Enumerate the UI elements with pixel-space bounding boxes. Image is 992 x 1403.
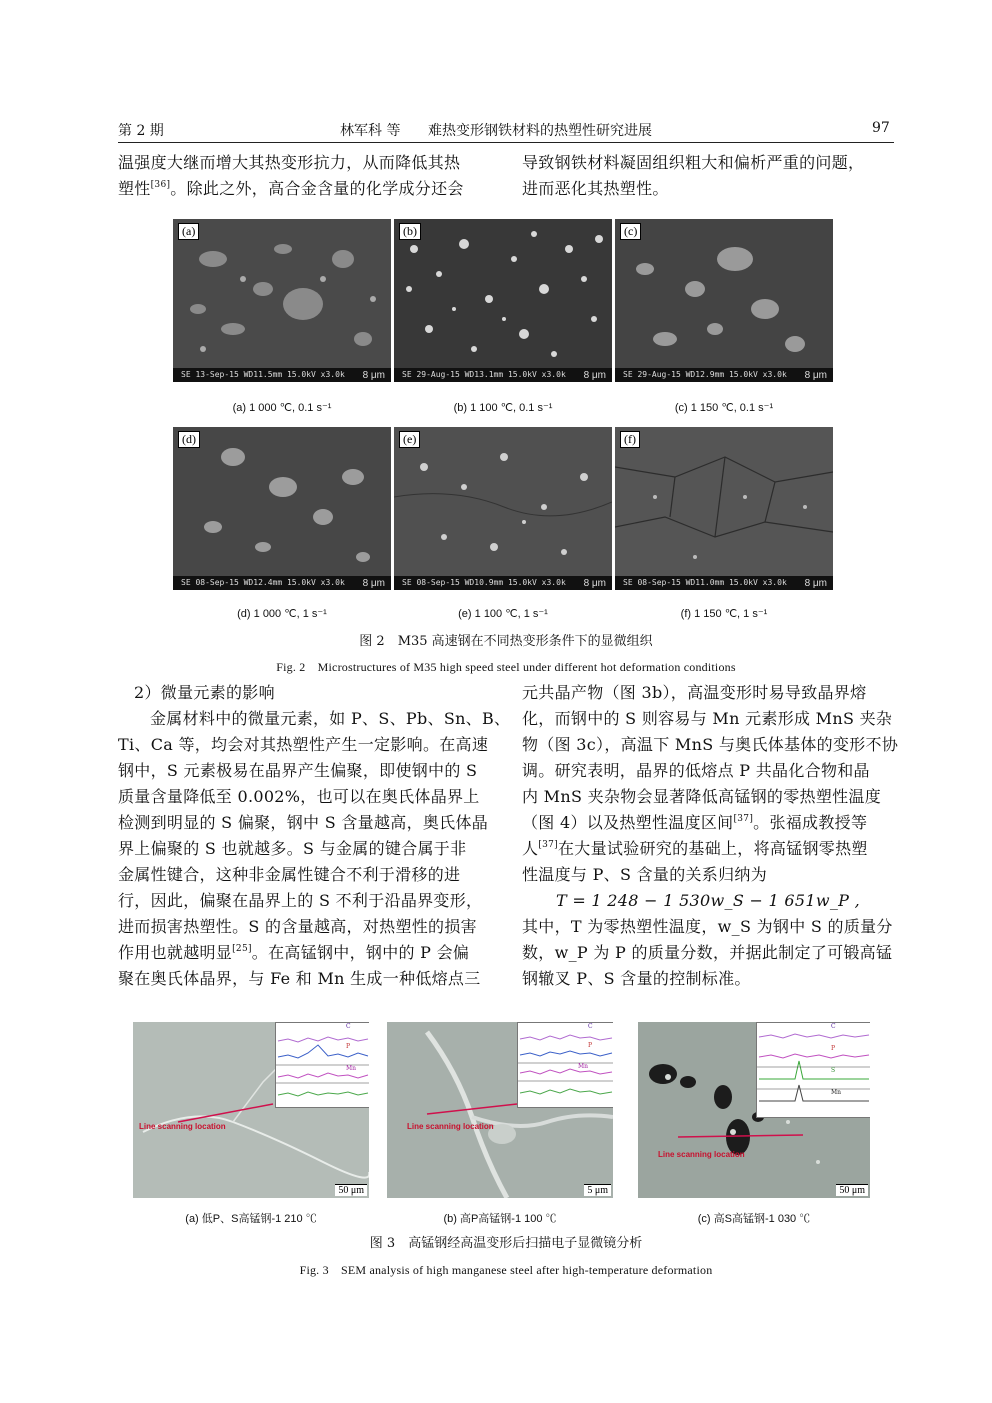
element-label: P [588,1042,593,1049]
sem-info-bar: SE 29-Aug-15 WD12.9mm 15.0kV x3.0k [615,368,833,382]
text-line: 化，而钢中的 S 则容易与 Mn 元素形成 MnS 夹杂 [522,709,893,728]
text-line: 导致钢铁材料凝固组织粗大和偏析严重的问题， [522,153,865,172]
sem-panel-a [173,219,391,382]
scale-bar-label: 8 μm [362,578,385,589]
text-line: 温强度大继而增大其热变形抗力，从而降低其热 [118,153,461,172]
microstructure-image [615,219,833,382]
microstructure-image [173,219,391,382]
text-line: （图 4）以及热塑性温度区间[37]。张福成教授等 [522,813,868,832]
panel-label: (a) [178,223,199,240]
panel-label: (c) [620,223,641,240]
panel-caption: (d) 1 000 ℃, 1 s⁻¹ [237,608,327,620]
equation: T = 1 248 − 1 530w_S − 1 651w_P , [555,891,860,910]
line-scan-inset [275,1022,369,1108]
sem-info-bar: SE 13-Sep-15 WD11.5mm 15.0kV x3.0k [173,368,391,382]
scale-bar-label: 50 μm [335,1184,367,1196]
figure-caption-en: Fig. 2 Microstructures of M35 high speed steel under different hot deformation conditions [276,660,736,674]
scale-bar-label: 8 μm [804,370,827,381]
text-line: 作用也就越明显[25]。在高锰钢中，钢中的 P 会偏 [118,943,470,962]
figure-caption-cn: 图 3 高锰钢经高温变形后扫描电子显微镜分析 [369,1236,643,1251]
figure-caption-en: Fig. 3 SEM analysis of high manganese steel after high-temperature deformation [299,1263,713,1277]
sem-info-bar: SE 08-Sep-15 WD10.9mm 15.0kV x3.0k [394,576,612,590]
microstructure-image [394,427,612,590]
panel-caption: (b) 1 100 ℃, 0.1 s⁻¹ [453,402,553,414]
text-line: 进而损害热塑性。S 的含量越高，对热塑性的损害 [118,917,477,936]
header-rule [118,142,894,143]
citation: [37] [538,840,558,850]
text-line: 检测到明显的 S 偏聚，钢中 S 含量越高，奥氏体晶 [118,813,489,832]
element-label: C [831,1023,836,1030]
element-label: C [588,1023,593,1030]
panel-label: (e) [399,431,420,448]
text-line: 行，因此，偏聚在晶界上的 S 不利于沿晶界变形， [118,891,483,910]
line-scan-label: Line scanning location [658,1150,745,1159]
text-line: 物（图 3c），高温下 MnS 与奥氏体基体的变形不协 [522,735,899,754]
text-line: Ti、Ca 等，均会对其热塑性产生一定影响。在高速 [118,735,489,754]
sem3-panel-c [638,1022,870,1198]
sem3-panel-b [387,1022,613,1198]
text-line: 金属材料中的微量元素，如 P、S、Pb、Sn、B、 [150,709,511,728]
element-label: C [346,1023,351,1030]
sem3-panel-a [133,1022,369,1198]
line-scan-plot [518,1023,613,1107]
sem-panel-e [394,427,612,590]
scale-bar-label: 50 μm [836,1184,868,1196]
running-title: 难热变形钢铁材料的热塑性研究进展 [428,123,652,139]
element-label: Mn [346,1065,357,1072]
scale-bar-label: 8 μm [583,370,606,381]
issue-number: 第 2 期 [118,123,164,139]
text-line: 钢中，S 元素极易在晶界产生偏聚，即使钢中的 S [118,761,478,780]
microstructure-image [615,427,833,590]
page-number: 97 [872,120,890,136]
text-line: 其中，T 为零热塑性温度，w_S 为钢中 S 的质量分 [522,917,893,936]
text-line: 数，w_P 为 P 的质量分数，并据此制定了可锻高锰 [522,943,893,962]
line-scan-inset [756,1022,870,1118]
element-label: P [831,1045,836,1052]
sem-panel-b [394,219,612,382]
citation: [25] [232,944,252,954]
text-line: 界上偏聚的 S 也就越多。S 与金属的键合属于非 [118,839,467,858]
text-line: 元共晶产物（图 3b），高温变形时易导致晶界熔 [522,683,867,702]
element-label: Mn [578,1063,589,1070]
sem-panel-f [615,427,833,590]
text-line: 性温度与 P、S 含量的关系归纳为 [522,865,767,884]
line-scan-inset [517,1022,613,1108]
panel-label: (b) [399,223,421,240]
running-authors: 林军科 等 [340,123,401,139]
element-label: P [346,1043,351,1050]
section-heading: 2）微量元素的影响 [134,683,275,702]
panel-caption: (a) 1 000 ℃, 0.1 s⁻¹ [232,402,332,414]
microstructure-image [394,219,612,382]
figure-caption-cn: 图 2 M35 高速钢在不同热变形条件下的显微组织 [359,634,653,649]
sem-panel-d [173,427,391,590]
citation: [36] [150,180,171,190]
panel-caption: (a) 低P、S高锰钢-1 210 ℃ [185,1213,317,1225]
panel-label: (d) [178,431,200,448]
text-line: 进而恶化其热塑性。 [522,179,669,198]
text-line: 钢辙叉 P、S 含量的控制标准。 [522,969,751,988]
text-line: 质量含量降低至 0.002%，也可以在奥氏体晶界上 [118,787,480,806]
panel-caption: (e) 1 100 ℃, 1 s⁻¹ [458,608,548,620]
panel-label: (f) [620,431,640,448]
scale-bar-label: 5 μm [584,1184,611,1196]
citation: [37] [733,814,754,824]
body-right [522,680,899,992]
panel-caption: (c) 1 150 ℃, 0.1 s⁻¹ [674,402,774,414]
intro-left [118,150,488,202]
microstructure-image [173,427,391,590]
text-line: 内 MnS 夹杂物会显著降低高锰钢的零热塑性温度 [522,787,882,806]
line-scan-label: Line scanning location [139,1122,226,1131]
scale-bar-label: 8 μm [804,578,827,589]
element-label: S [831,1067,836,1074]
panel-caption: (c) 高S高锰钢-1 030 ℃ [697,1213,811,1225]
scale-bar-label: 8 μm [583,578,606,589]
text-line: 金属性键合，这种非金属性键合不利于滑移的进 [118,865,461,884]
text-line: 调。研究表明，晶界的低熔点 P 共晶化合物和晶 [522,761,870,780]
intro-right [522,150,894,202]
panel-caption: (f) 1 150 ℃, 1 s⁻¹ [680,608,768,620]
line-scan-label: Line scanning location [407,1122,494,1131]
text-line: 塑性[36]。除此之外，高合金含量的化学成分还会 [118,179,464,198]
sem-info-bar: SE 08-Sep-15 WD12.4mm 15.0kV x3.0k [173,576,391,590]
sem-info-bar: SE 08-Sep-15 WD11.0mm 15.0kV x3.0k [615,576,833,590]
sem-info-bar: SE 29-Aug-15 WD13.1mm 15.0kV x3.0k [394,368,612,382]
text-line: 聚在奥氏体晶界，与 Fe 和 Mn 生成一种低熔点三 [118,969,481,988]
scale-bar-label: 8 μm [362,370,385,381]
text-line: 人[37]在大量试验研究的基础上，将高锰钢零热塑 [522,839,868,858]
body-left [118,680,511,992]
element-label: Mn [831,1089,842,1096]
panel-caption: (b) 高P高锰钢-1 100 ℃ [443,1213,557,1225]
sem-panel-c [615,219,833,382]
line-scan-plot [757,1023,870,1117]
